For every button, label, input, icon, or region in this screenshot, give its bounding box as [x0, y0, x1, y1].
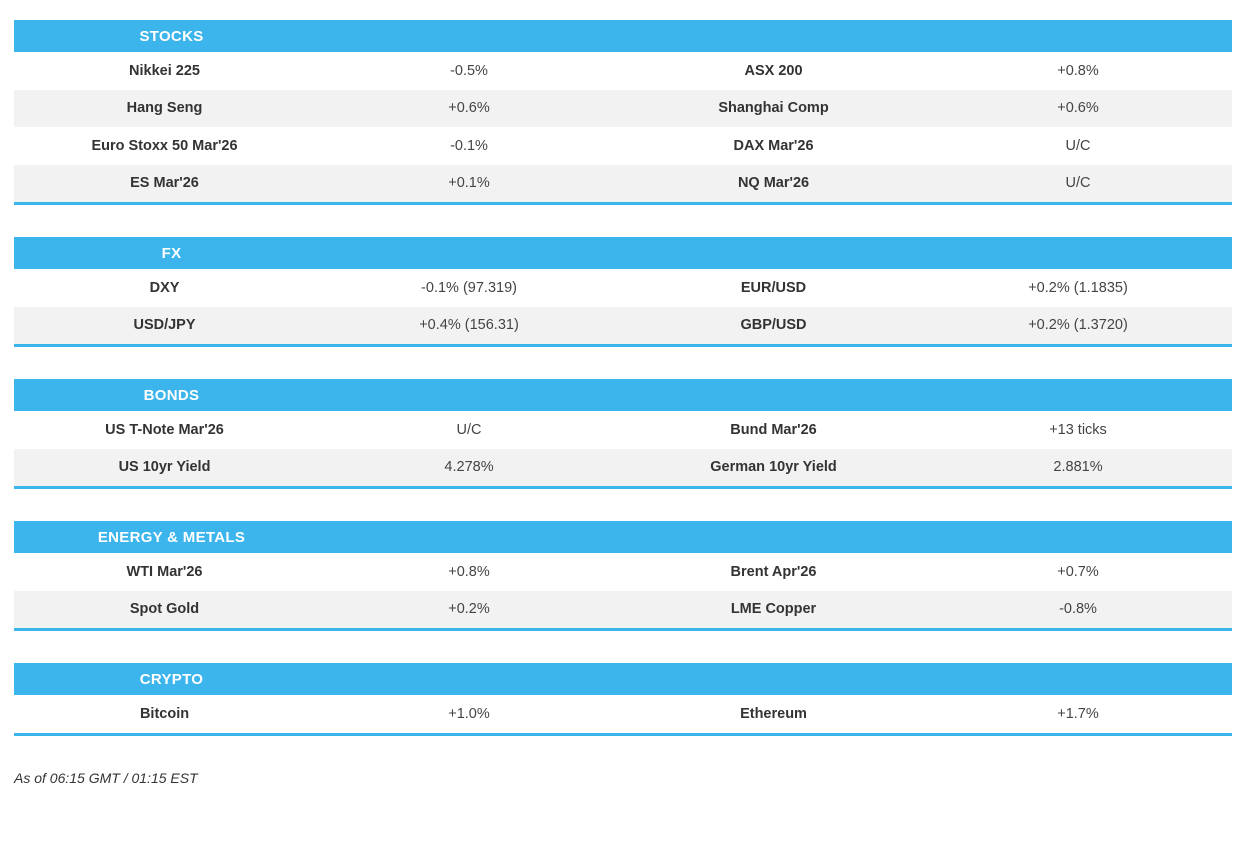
section-header-crypto — [14, 663, 1232, 695]
row-value-left: -0.1% — [450, 137, 488, 154]
row-label-left: ES Mar'26 — [130, 175, 199, 192]
section-rows-fx — [14, 269, 1232, 347]
row-label-right: Ethereum — [740, 705, 807, 722]
row-value-left: -0.1% (97.319) — [421, 279, 517, 296]
row-value-right: U/C — [1065, 137, 1091, 154]
row-value-left: +0.4% (156.31) — [419, 317, 519, 334]
section-energy-metals — [14, 521, 1232, 631]
row-value-left: U/C — [456, 421, 482, 438]
row-label-right: EUR/USD — [740, 279, 807, 296]
row-value-left: +0.8% — [448, 563, 490, 580]
row-label-right: Brent Apr'26 — [730, 563, 817, 580]
row-value-right: +0.8% — [1057, 62, 1099, 79]
row-value-right: -0.8% — [1059, 601, 1097, 618]
table-row — [14, 165, 1232, 203]
row-value-right: +1.7% — [1057, 705, 1099, 722]
row-label-left: Hang Seng — [126, 100, 203, 117]
row-value-left: +0.2% — [448, 601, 490, 618]
section-header-energy-metals — [14, 521, 1232, 553]
row-value-left: +1.0% — [448, 705, 490, 722]
section-title: ENERGY & METALS — [97, 528, 246, 546]
row-value-right: 2.881% — [1053, 459, 1103, 476]
row-value-right: +13 ticks — [1049, 421, 1107, 438]
section-rows-crypto — [14, 695, 1232, 736]
row-label-left: US 10yr Yield — [118, 459, 211, 476]
section-bonds — [14, 379, 1232, 489]
row-label-left: US T-Note Mar'26 — [105, 421, 224, 438]
table-row — [14, 90, 1232, 128]
row-label-left: Spot Gold — [129, 601, 200, 618]
table-row — [14, 127, 1232, 165]
row-label-right: GBP/USD — [740, 317, 807, 334]
row-value-left: +0.1% — [448, 175, 490, 192]
table-row — [14, 52, 1232, 90]
row-label-left: Euro Stoxx 50 Mar'26 — [91, 137, 238, 154]
row-label-left: Bitcoin — [139, 705, 190, 722]
row-value-right: +0.6% — [1057, 100, 1099, 117]
row-value-right: +0.7% — [1057, 563, 1099, 580]
section-rows-stocks — [14, 52, 1232, 205]
section-title: CRYPTO — [139, 670, 204, 688]
section-header-bonds — [14, 379, 1232, 411]
section-title: STOCKS — [139, 27, 204, 45]
row-value-right: U/C — [1065, 175, 1091, 192]
timestamp-footer: As of 06:15 GMT / 01:15 EST — [14, 769, 198, 786]
section-rows-bonds — [14, 411, 1232, 489]
table-row — [14, 553, 1232, 591]
section-title: BONDS — [143, 386, 200, 404]
row-value-right: +0.2% (1.1835) — [1028, 279, 1128, 296]
section-stocks — [14, 20, 1232, 205]
section-header-fx — [14, 237, 1232, 269]
row-label-right: German 10yr Yield — [710, 459, 837, 476]
table-row — [14, 591, 1232, 629]
row-value-left: 4.278% — [444, 459, 494, 476]
row-label-right: NQ Mar'26 — [737, 175, 810, 192]
row-value-right: +0.2% (1.3720) — [1028, 317, 1128, 334]
section-crypto — [14, 663, 1232, 736]
section-rows-energy-metals — [14, 553, 1232, 631]
section-title: FX — [161, 244, 182, 262]
row-label-left: USD/JPY — [133, 317, 196, 334]
row-label-right: Shanghai Comp — [718, 100, 829, 117]
row-value-left: -0.5% — [450, 62, 488, 79]
row-label-left: Nikkei 225 — [129, 62, 200, 79]
row-label-right: Bund Mar'26 — [730, 421, 817, 438]
table-row — [14, 411, 1232, 449]
table-row — [14, 269, 1232, 307]
table-row — [14, 307, 1232, 345]
row-label-right: DAX Mar'26 — [733, 137, 814, 154]
table-row — [14, 695, 1232, 733]
section-header-stocks — [14, 20, 1232, 52]
table-row — [14, 449, 1232, 487]
row-label-right: ASX 200 — [744, 62, 803, 79]
row-label-left: WTI Mar'26 — [126, 563, 203, 580]
row-value-left: +0.6% — [448, 100, 490, 117]
row-label-right: LME Copper — [730, 601, 817, 618]
row-label-left: DXY — [149, 279, 180, 296]
section-fx — [14, 237, 1232, 347]
